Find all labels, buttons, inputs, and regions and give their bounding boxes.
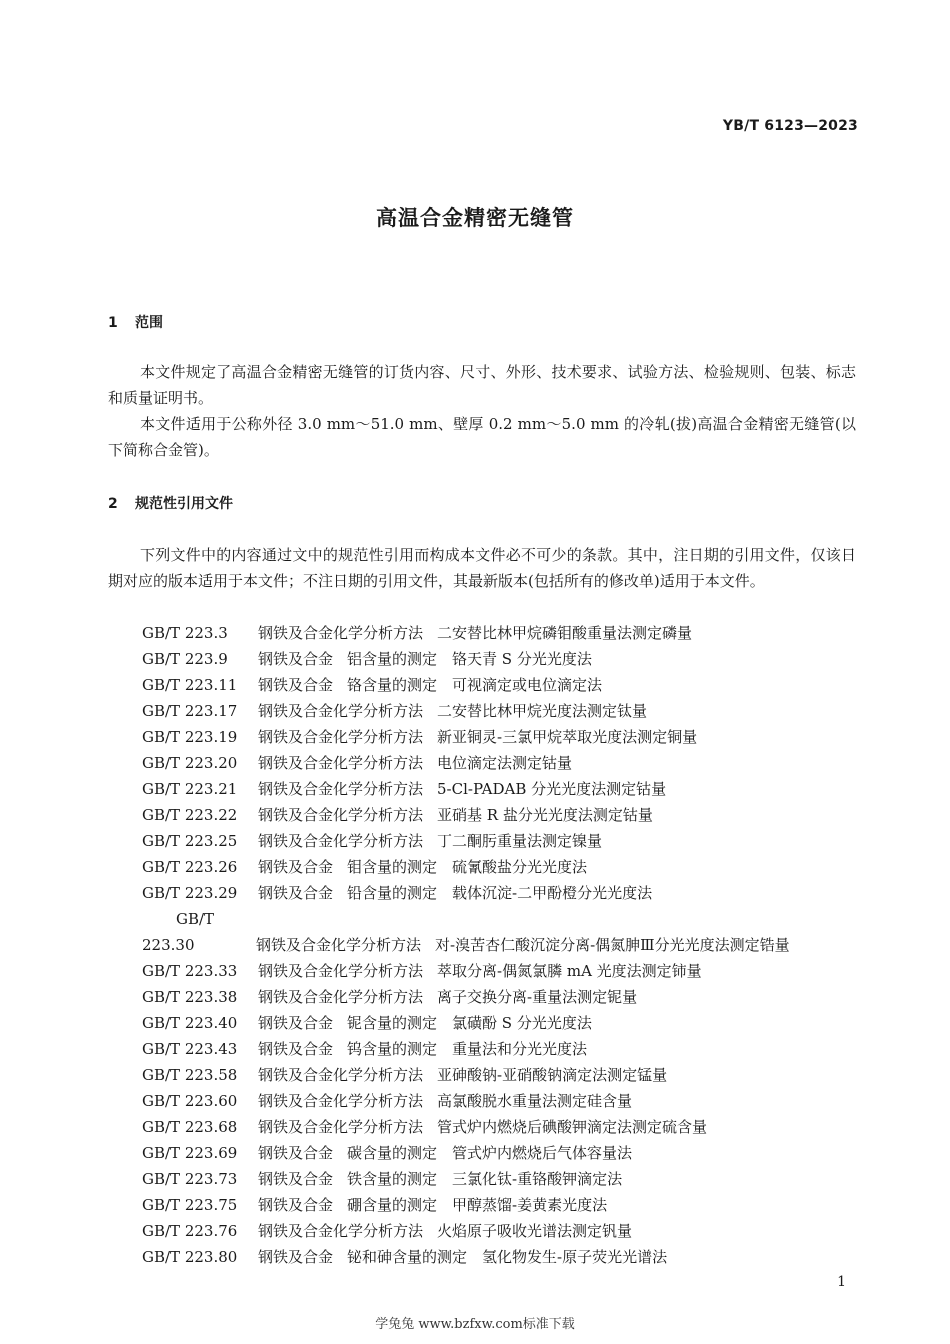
reference-title: 铝含量的测定 铬天青 S 分光光度法 xyxy=(347,650,592,668)
scope-paragraph-2: 本文件适用于公称外径 3.0 mm～51.0 mm、壁厚 0.2 mm～5.0 mm 的冷轧(拔)高温合金精密无缝管(以下简称合金管)。 xyxy=(108,415,856,459)
reference-code: GB/T 223.40 xyxy=(142,1014,238,1032)
reference-part: 钢铁及合金化学分析方法 xyxy=(258,832,424,850)
reference-part: 钢铁及合金 xyxy=(258,650,334,668)
reference-title: 亚硝基 R 盐分光光度法测定钴量 xyxy=(437,806,653,824)
reference-part: 钢铁及合金 xyxy=(258,1144,334,1162)
reference-title: 铋和砷含量的测定 氢化物发生-原子荧光光谱法 xyxy=(347,1248,668,1266)
reference-item xyxy=(108,724,860,750)
reference-item xyxy=(108,750,860,776)
reference-code: GB/T 223.19 xyxy=(142,728,238,746)
page-number: 1 xyxy=(837,1274,846,1290)
reference-item xyxy=(108,1114,860,1140)
reference-code: GB/T 223.17 xyxy=(142,702,238,720)
reference-code: GB/T 223.22 xyxy=(142,806,238,824)
reference-code: GB/T 223.21 xyxy=(142,780,238,798)
reference-part: 钢铁及合金化学分析方法 xyxy=(258,1118,424,1136)
reference-part: 钢铁及合金化学分析方法 xyxy=(258,728,424,746)
reference-code: GB/T 223.33 xyxy=(142,962,238,980)
reference-item xyxy=(108,672,860,698)
reference-item xyxy=(108,1140,860,1166)
reference-title: 亚砷酸钠-亚硝酸钠滴定法测定锰量 xyxy=(437,1066,668,1084)
reference-code: GB/T 223.43 xyxy=(142,1040,238,1058)
reference-title: 铁含量的测定 三氯化钛-重铬酸钾滴定法 xyxy=(347,1170,623,1188)
reference-part: 钢铁及合金化学分析方法 xyxy=(258,1222,424,1240)
reference-title: 火焰原子吸收光谱法测定钒量 xyxy=(437,1222,633,1240)
reference-part: 钢铁及合金 xyxy=(258,1014,334,1032)
reference-item xyxy=(108,1244,860,1270)
reference-list xyxy=(108,620,860,1270)
reference-code: GB/T 223.58 xyxy=(142,1066,238,1084)
reference-code: GB/T 223.25 xyxy=(142,832,238,850)
reference-code: GB/T 223.80 xyxy=(142,1248,238,1266)
reference-part: 钢铁及合金 xyxy=(258,676,334,694)
reference-item xyxy=(108,1010,860,1036)
reference-title: 硼含量的测定 甲醇蒸馏-姜黄素光度法 xyxy=(347,1196,608,1214)
reference-title: 5-Cl-PADAB 分光光度法测定钴量 xyxy=(437,780,667,798)
reference-code: GB/T 223.75 xyxy=(142,1196,238,1214)
reference-code: GB/T 223.69 xyxy=(142,1144,238,1162)
reference-code: GB/T 223.68 xyxy=(142,1118,238,1136)
reference-title: 管式炉内燃烧后碘酸钾滴定法测定硫含量 xyxy=(437,1118,708,1136)
reference-part: 钢铁及合金 xyxy=(258,884,334,902)
reference-item xyxy=(108,906,860,958)
reference-part: 钢铁及合金 xyxy=(258,1196,334,1214)
reference-code: GB/T 223.38 xyxy=(142,988,238,1006)
reference-code: GB/T 223.76 xyxy=(142,1222,238,1240)
reference-title: 铅含量的测定 载体沉淀-二甲酚橙分光光度法 xyxy=(347,884,653,902)
reference-title: 电位滴定法测定钴量 xyxy=(437,754,573,772)
reference-title: 二安替比林甲烷磷钼酸重量法测定磷量 xyxy=(437,624,693,642)
reference-code: GB/T 223.11 xyxy=(142,676,238,694)
standard-code: YB/T 6123—2023 xyxy=(722,118,858,134)
reference-part: 钢铁及合金 xyxy=(258,1170,334,1188)
reference-part: 钢铁及合金 xyxy=(258,858,334,876)
reference-item xyxy=(108,698,860,724)
reference-code: GB/T 223.30 xyxy=(142,910,215,954)
section-2-heading xyxy=(108,493,233,513)
reference-item xyxy=(108,1192,860,1218)
reference-code: GB/T 223.29 xyxy=(142,884,238,902)
reference-part: 钢铁及合金 xyxy=(258,1248,334,1266)
reference-title: 高氯酸脱水重量法测定硅含量 xyxy=(437,1092,633,1110)
reference-title: 萃取分离-偶氮氯膦 mA 光度法测定铈量 xyxy=(437,962,702,980)
reference-title: 新亚铜灵-三氯甲烷萃取光度法测定铜量 xyxy=(437,728,698,746)
reference-item xyxy=(108,880,860,906)
references-intro: 下列文件中的内容通过文中的规范性引用而构成本文件必不可少的条款。其中，注日期的引用文件，仅该日期对应的版本适用于本文件；不注日期的引用文件，其最新版本(包括所有的修改单)适用于本文件。 xyxy=(108,546,856,590)
scope-paragraph-1: 本文件规定了高温合金精密无缝管的订货内容、尺寸、外形、技术要求、试验方法、检验规则、包装、标志和质量证明书。 xyxy=(108,363,856,407)
reference-part: 钢铁及合金化学分析方法 xyxy=(258,754,424,772)
reference-item xyxy=(108,1218,860,1244)
footer-watermark: 学兔兔 www.bzfxw.com标准下载 xyxy=(375,1317,575,1332)
reference-item xyxy=(108,776,860,802)
reference-part: 钢铁及合金 xyxy=(258,1040,334,1058)
section-1-heading xyxy=(108,312,163,332)
reference-part: 钢铁及合金化学分析方法 xyxy=(258,624,424,642)
reference-item xyxy=(108,646,860,672)
reference-item xyxy=(108,620,860,646)
reference-item xyxy=(108,1166,860,1192)
reference-title: 丁二酮肟重量法测定镍量 xyxy=(437,832,603,850)
document-title: 高温合金精密无缝管 xyxy=(376,206,574,230)
reference-title: 钨含量的测定 重量法和分光光度法 xyxy=(347,1040,588,1058)
reference-part: 钢铁及合金化学分析方法 xyxy=(256,936,422,954)
reference-title: 对-溴苦杏仁酸沉淀分离-偶氮胂Ⅲ分光光度法测定锆量 xyxy=(435,936,790,954)
reference-title: 钼含量的测定 硫氰酸盐分光光度法 xyxy=(347,858,588,876)
reference-item xyxy=(108,802,860,828)
reference-title: 铬含量的测定 可视滴定或电位滴定法 xyxy=(347,676,603,694)
reference-item xyxy=(108,854,860,880)
reference-item xyxy=(108,1088,860,1114)
reference-code: GB/T 223.3 xyxy=(142,624,228,642)
reference-code: GB/T 223.9 xyxy=(142,650,228,668)
reference-item xyxy=(108,1036,860,1062)
reference-code: GB/T 223.60 xyxy=(142,1092,238,1110)
reference-part: 钢铁及合金化学分析方法 xyxy=(258,1066,424,1084)
reference-title: 离子交换分离-重量法测定铌量 xyxy=(437,988,638,1006)
reference-item xyxy=(108,828,860,854)
section-number: 2 xyxy=(108,496,118,512)
reference-code: GB/T 223.26 xyxy=(142,858,238,876)
reference-code: GB/T 223.73 xyxy=(142,1170,238,1188)
reference-item xyxy=(108,1062,860,1088)
reference-part: 钢铁及合金化学分析方法 xyxy=(258,1092,424,1110)
reference-part: 钢铁及合金化学分析方法 xyxy=(258,702,424,720)
reference-part: 钢铁及合金化学分析方法 xyxy=(258,780,424,798)
section-number: 1 xyxy=(108,315,118,331)
reference-part: 钢铁及合金化学分析方法 xyxy=(258,988,424,1006)
reference-item xyxy=(108,958,860,984)
reference-part: 钢铁及合金化学分析方法 xyxy=(258,962,424,980)
reference-item xyxy=(108,984,860,1010)
reference-code: GB/T 223.20 xyxy=(142,754,238,772)
reference-part: 钢铁及合金化学分析方法 xyxy=(258,806,424,824)
section-title: 范围 xyxy=(135,315,163,331)
section-title: 规范性引用文件 xyxy=(135,496,233,512)
reference-title: 二安替比林甲烷光度法测定钛量 xyxy=(437,702,648,720)
reference-title: 铌含量的测定 氯磺酚 S 分光光度法 xyxy=(347,1014,592,1032)
reference-title: 碳含量的测定 管式炉内燃烧后气体容量法 xyxy=(347,1144,633,1162)
